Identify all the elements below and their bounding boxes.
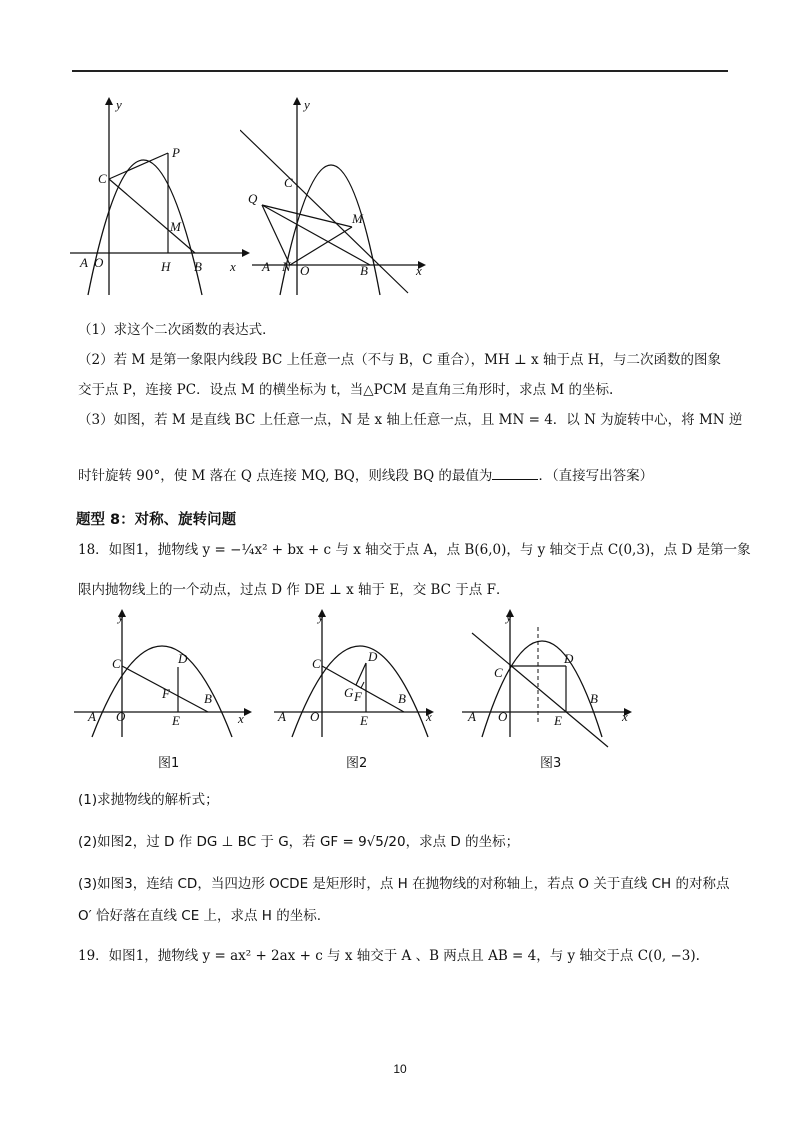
q18-part3-line2: O′ 恰好落在直线 CE 上，求点 H 的坐标. [78, 908, 322, 924]
svg-text:B: B [360, 263, 368, 278]
q17-part1: （1）求这个二次函数的表达式． [78, 322, 276, 338]
page-number: 10 [393, 1062, 407, 1076]
svg-text:C: C [312, 656, 321, 671]
svg-text:B: B [590, 691, 598, 706]
svg-text:N: N [282, 259, 291, 274]
figure-2-caption: 图2 [346, 756, 368, 771]
svg-text:C: C [112, 656, 121, 671]
svg-text:y: y [318, 609, 324, 624]
svg-text:D: D [178, 651, 188, 666]
svg-text:A: A [88, 709, 96, 724]
svg-text:A: A [80, 255, 88, 270]
q18-part2: (2)如图2，过 D 作 DG ⊥ BC 于 G，若 GF = 9√5/20，求点 D 的坐标； [78, 834, 520, 850]
svg-text:G: G [344, 685, 354, 700]
figure-1-caption: 图1 [158, 756, 180, 771]
q17-part3-line2 [78, 466, 653, 486]
section-heading: 题型 8：对称、旋转问题 [76, 512, 237, 528]
q17-part2-line1: （2）若 M 是第一象限内线段 BC 上任意一点（不与 B，C 重合），MH ⊥ x 轴于点 H，与二次函数的图象 [78, 352, 722, 368]
svg-text:x: x [426, 709, 432, 724]
q17-figure-right [240, 95, 430, 300]
svg-text:O: O [116, 709, 126, 724]
q18-figure-3 [458, 605, 638, 755]
svg-text:D: D [564, 651, 574, 666]
svg-text:A: A [468, 709, 476, 724]
svg-text:H: H [161, 259, 171, 274]
svg-text:M: M [170, 219, 181, 234]
svg-text:O: O [94, 255, 104, 270]
svg-text:y: y [506, 609, 512, 624]
q19-stem: 19．如图1，抛物线 y = ax² + 2ax + c 与 x 轴交于 A 、B 两点且 AB = 4，与 y 轴交于点 C(0, −3). [78, 948, 700, 964]
q17-part2-line2: 交于点 P，连接 PC．设点 M 的横坐标为 t，当△PCM 是直角三角形时，求点 M 的坐标. [78, 382, 614, 398]
q18-figure-2 [270, 605, 440, 745]
svg-text:O: O [310, 709, 320, 724]
svg-text:x: x [622, 709, 628, 724]
q18-figure-1 [70, 605, 260, 745]
svg-text:Q: Q [248, 191, 258, 206]
q18-part1: (1)求抛物线的解析式； [78, 792, 219, 808]
figure-3-caption: 图3 [540, 756, 562, 771]
svg-text:O: O [498, 709, 508, 724]
svg-text:y: y [118, 609, 124, 624]
svg-text:x: x [238, 711, 244, 726]
svg-text:C: C [98, 171, 107, 186]
svg-text:M: M [352, 211, 363, 226]
svg-text:C: C [494, 665, 503, 680]
q18-stem-line2: 限内抛物线上的一个动点，过点 D 作 DE ⊥ x 轴于 E，交 BC 于点 F． [78, 582, 510, 598]
svg-text:y: y [304, 97, 310, 112]
q17-part3-line1: （3）如图，若 M 是直线 BC 上任意一点，N 是 x 轴上任意一点，且 MN = 4．以 N 为旋转中心，将 MN 逆 [78, 412, 743, 428]
svg-text:P: P [172, 145, 180, 160]
q18-part3-line1: (3)如图3，连结 CD，当四边形 OCDE 是矩形时，点 H 在抛物线的对称轴上，若点 O 关于直线 CH 的对称点 [78, 876, 730, 892]
fig-label: y [116, 97, 122, 112]
svg-text:E: E [554, 713, 562, 728]
q18-stem-line1: 18．如图1，抛物线 y = −¼x² + bx + c 与 x 轴交于点 A，点 B(6,0)，与 y 轴交于点 C(0,3)，点 D 是第一象 [78, 542, 751, 558]
svg-text:C: C [284, 175, 293, 190]
svg-text:x: x [230, 259, 236, 274]
svg-text:D: D [368, 649, 378, 664]
svg-text:x: x [416, 263, 422, 278]
svg-text:B: B [398, 691, 406, 706]
svg-text:A: A [262, 259, 270, 274]
svg-text:B: B [204, 691, 212, 706]
svg-text:F: F [162, 686, 170, 701]
svg-text:F: F [354, 689, 362, 704]
answer-blank [492, 467, 538, 480]
svg-text:B: B [194, 259, 202, 274]
header-rule [72, 70, 728, 72]
q17-part3-tail: ．（直接写出答案） [538, 468, 654, 484]
svg-text:O: O [300, 263, 310, 278]
svg-text:E: E [360, 713, 368, 728]
q17-part3-text: 时针旋转 90°，使 M 落在 Q 点连接 MQ, BQ，则线段 BQ 的最值为 [78, 468, 493, 484]
q17-figure-left [70, 95, 250, 300]
svg-text:E: E [172, 713, 180, 728]
svg-text:A: A [278, 709, 286, 724]
